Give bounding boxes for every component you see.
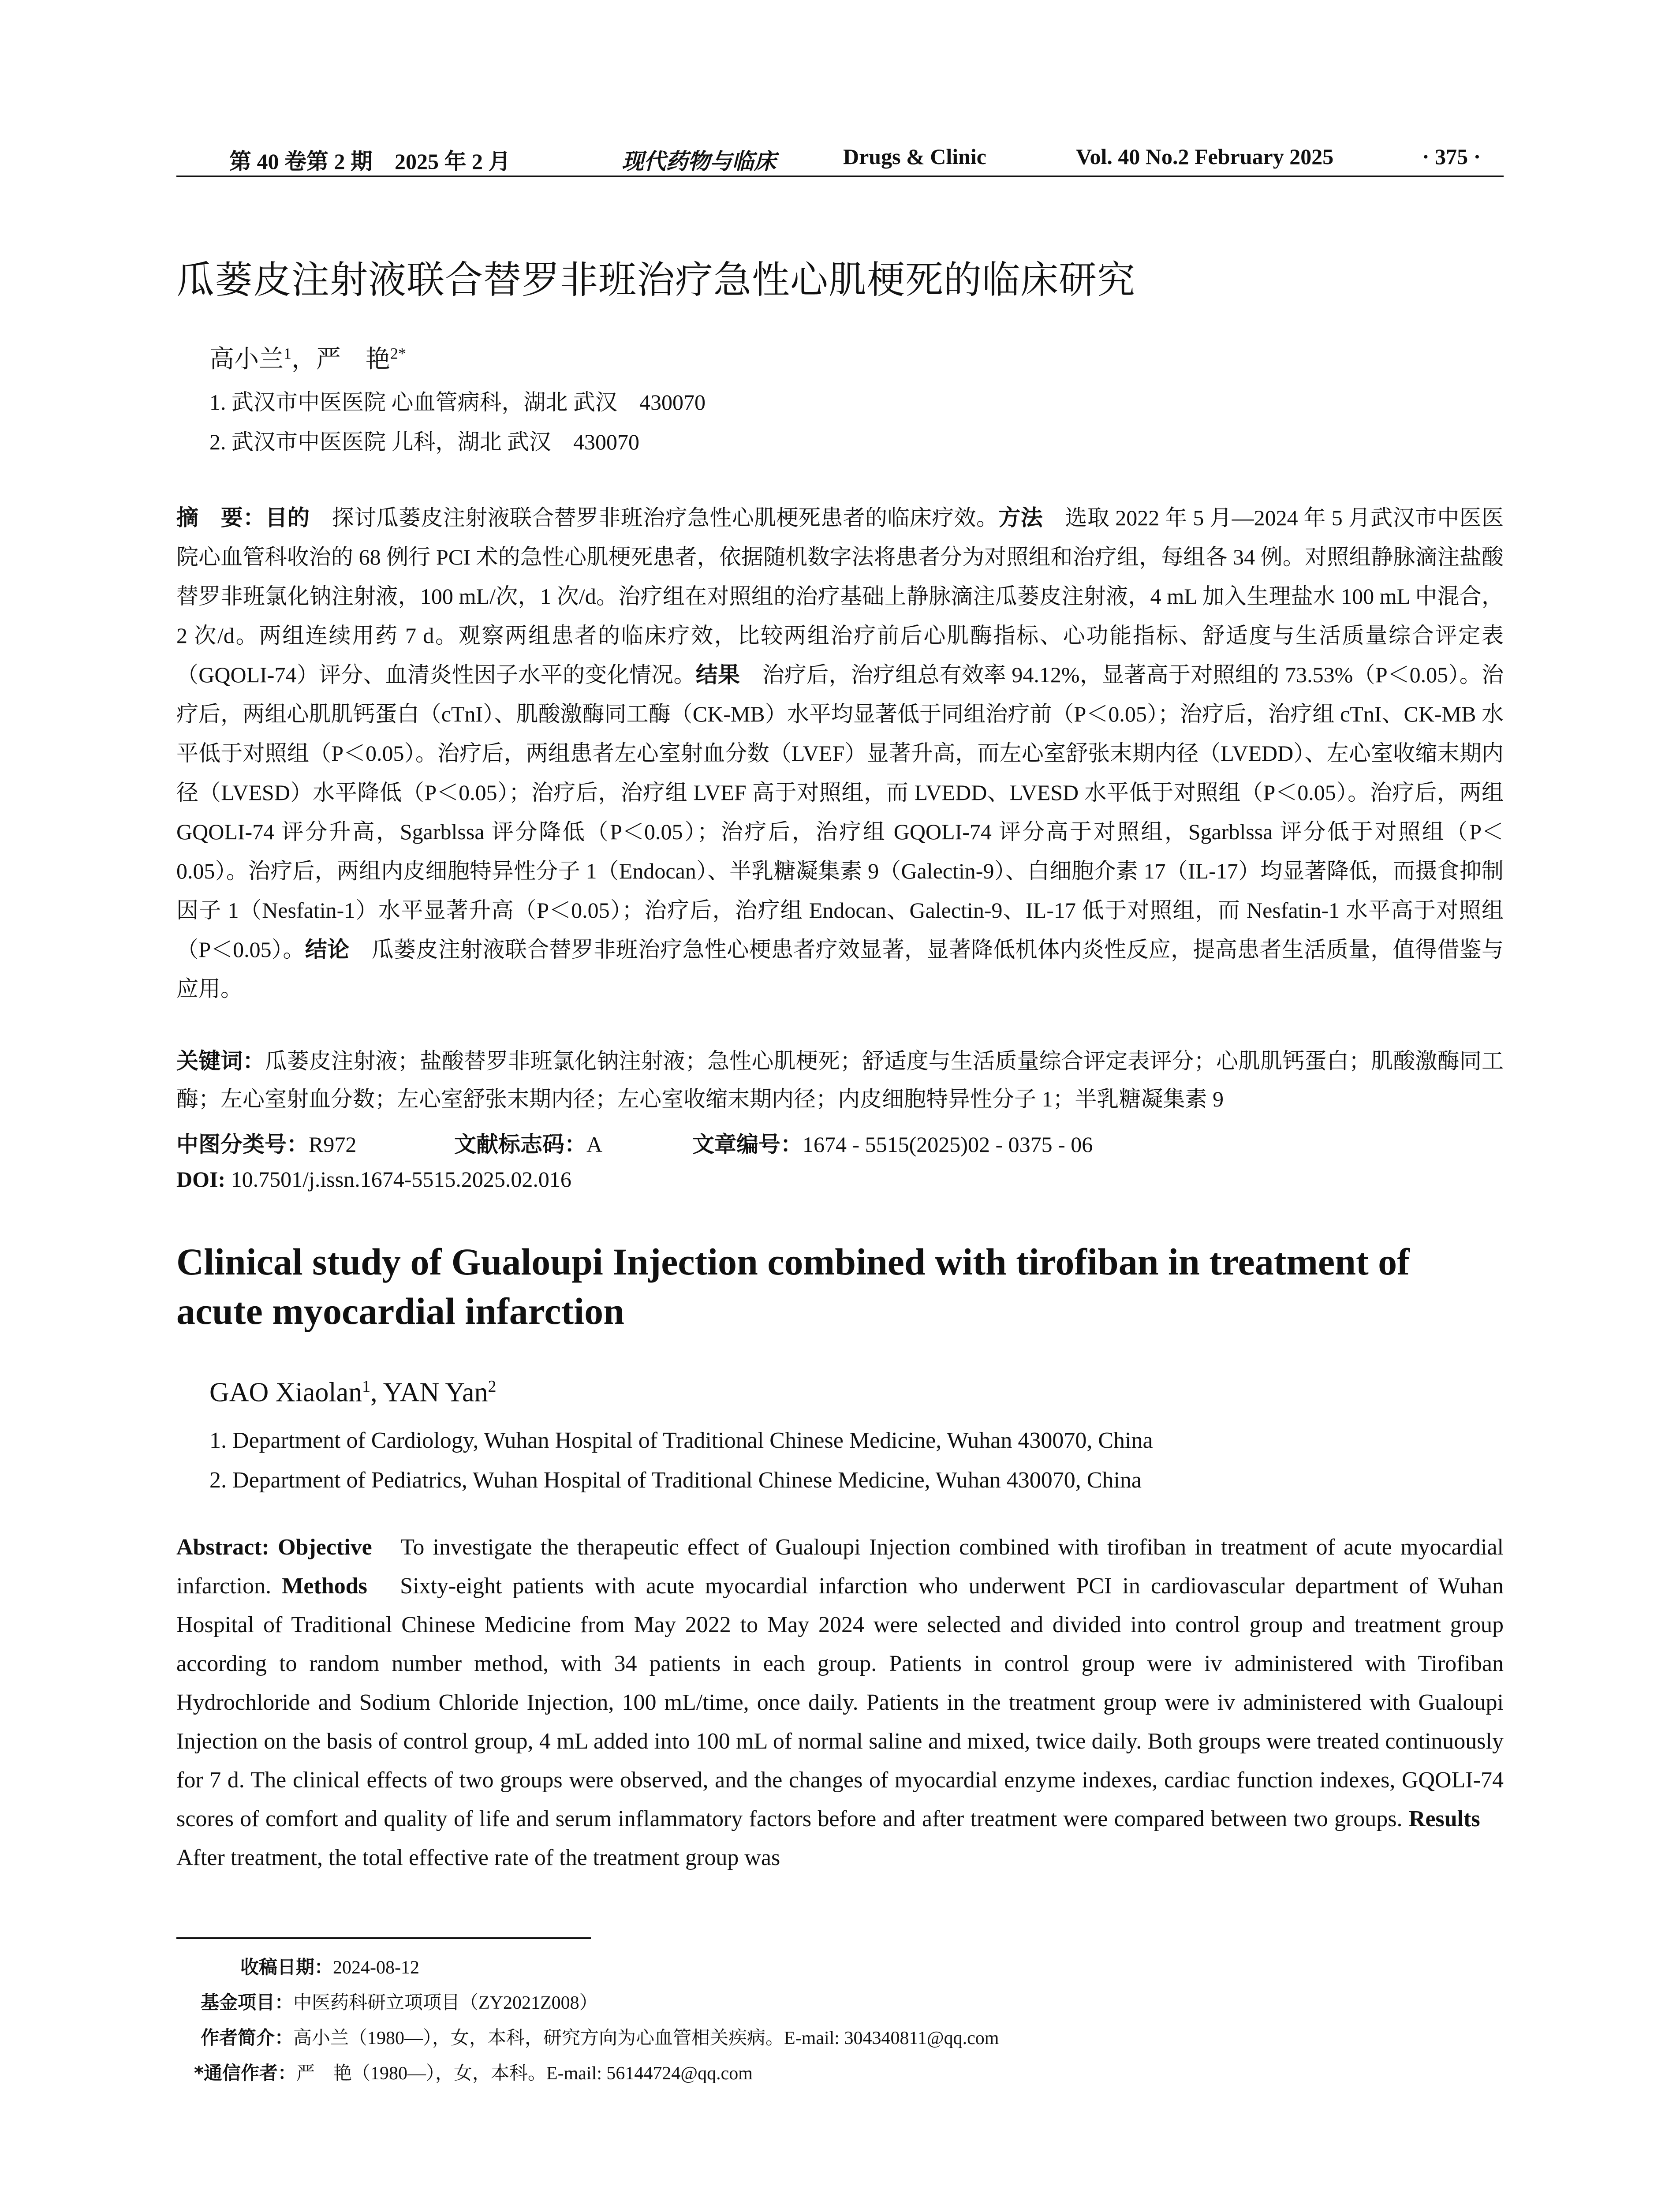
en-objective-label: Objective <box>278 1535 372 1560</box>
running-header <box>176 140 1504 180</box>
footnote-rule <box>176 1937 591 1939</box>
cn-objective-text: 探讨瓜蒌皮注射液联合替罗非班治疗急性心肌梗死患者的临床疗效。 <box>310 505 999 530</box>
en-results-text: After treatment, the total effective rate of the treatment group was <box>176 1806 1504 1870</box>
cn-title: 瓜蒌皮注射液联合替罗非班治疗急性心肌梗死的临床研究 <box>176 258 1135 302</box>
footnote-author-bio-label: 作者简介： <box>201 2027 294 2048</box>
cn-abstract <box>176 498 1504 1009</box>
en-author-separator: , <box>370 1377 383 1408</box>
cn-methods-label: 方法 <box>998 505 1043 531</box>
cn-author-1-affiliation-mark: 1 <box>284 344 291 363</box>
header-journal-en: Drugs & Clinic <box>843 144 986 169</box>
cn-authors <box>209 340 406 375</box>
doc-code-label: 文献标志码： <box>454 1132 586 1157</box>
doc-code-line <box>454 1127 602 1159</box>
en-authors <box>209 1377 497 1409</box>
en-results-label: Results <box>1408 1806 1480 1831</box>
cn-keywords-text: 瓜蒌皮注射液；盐酸替罗非班氯化钠注射液；急性心肌梗死；舒适度与生活质量综合评定表评分；心肌肌钙蛋白；肌酸激酶同工酶；左心室射血分数；左心室舒张末期内径；左心室收缩末期内径；内皮细胞特异性分子 1；半乳糖凝集素 9 <box>176 1049 1504 1111</box>
cn-objective-label: 目的 <box>265 505 310 531</box>
cn-author-1: 高小兰 <box>209 346 284 373</box>
footnote-corresponding-text: 严 艳（1980—），女，本科。E-mail: 56144724@qq.com <box>296 2063 753 2084</box>
footnote-received-label: 收稿日期： <box>240 1956 333 1978</box>
header-rule <box>176 176 1504 177</box>
doi-label: DOI: <box>176 1167 226 1192</box>
clc-value: R972 <box>309 1132 357 1157</box>
cn-author-2: 严 艳 <box>316 346 390 373</box>
footnote-author-bio <box>201 2023 999 2050</box>
cn-methods-text: 选取 2022 年 5 月—2024 年 5 月武汉市中医医院心血管科收治的 68 例行 PCI 术的急性心肌梗死患者，依据随机数字法将患者分为对照组和治疗组，每组各 34 例。对照组静脉滴注盐酸替罗非班氯化钠注射液，100 mL/次，1 次/d。治疗组在对照组的治疗基础上静脉滴注瓜蒌皮注射液，4 mL 加入生理盐水 100 mL 中混合，2 次/d。两组连续用药 7 d。观察两组患者的临床疗效，比较两组治疗前后心肌酶指标、心功能指标、舒适度与生活质量综合评定表（GQOLI-74）评分、血清炎性因子水平的变化情况。 <box>176 505 1504 687</box>
cn-affiliation-1: 1. 武汉市中医医院 心血管病科，湖北 武汉 430070 <box>209 390 706 415</box>
en-title: Clinical study of Gualoupi Injection combined with tirofiban in treatment of acute myocardial infarction <box>176 1241 1410 1332</box>
en-methods-label: Methods <box>282 1573 367 1599</box>
header-journal-cn: 现代药物与临床 <box>622 149 776 174</box>
cn-results-text: 治疗后，治疗组总有效率 94.12%，显著高于对照组的 73.53%（P＜0.05）。治疗后，两组心肌肌钙蛋白（cTnI）、肌酸激酶同工酶（CK-MB）水平均显著低于同组治疗前（P＜0.05）；治疗后，治疗组 cTnI、CK-MB 水平低于对照组（P＜0.05）。治疗后，两组患者左心室射血分数（LVEF）显著升高，而左心室舒张末期内径（LVEDD）、左心室收缩末期内径（LVESD）水平降低（P＜0.05）；治疗后，治疗组 LVEF 高于对照组，而 LVEDD、LVESD 水平低于对照组（P＜0.05）。治疗后，两组 GQOLI-74 评分升高，Sgarblssa 评分降低（P＜0.05）；治疗后，治疗组 GQOLI-74 评分高于对照组，Sgarblssa 评分低于对照组（P＜0.05）。治疗后，两组内皮细胞特异性分子 1（Endocan）、半乳糖凝集素 9（Galectin-9）、白细胞介素 17（IL-17）均显著降低，而摄食抑制因子 1（Nesfatin-1）水平显著升高（P＜0.05）；治疗后，治疗组 Endocan、Galectin-9、IL-17 低于对照组，而 Nesfatin-1 水平高于对照组（P＜0.05）。 <box>176 662 1504 962</box>
footnote-corresponding-label: *通信作者： <box>194 2062 296 2084</box>
en-objective-text: To investigate the therapeutic effect of Gualoupi Injection combined with tirofiban in treatment of acute myocardial infarction. <box>176 1535 1504 1599</box>
footnote-author-bio-text: 高小兰（1980—），女，本科，研究方向为心血管相关疾病。E-mail: 304340811@qq.com <box>293 2028 999 2048</box>
clc-label: 中图分类号： <box>176 1132 309 1157</box>
footnote-fund-text: 中医药科研立项项目（ZY2021Z008） <box>293 1993 598 2013</box>
en-abstract <box>176 1528 1504 1877</box>
doc-code-value: A <box>586 1132 603 1157</box>
en-author-2-affiliation-mark: 2 <box>488 1377 497 1396</box>
footnote-corresponding-author <box>194 2059 753 2085</box>
footnote-fund <box>201 1988 598 2014</box>
cn-author-2-affiliation-mark: 2* <box>390 344 406 363</box>
cn-conclusion-label: 结论 <box>305 937 350 962</box>
cn-author-separator: ， <box>291 346 316 373</box>
article-number-label: 文章编号： <box>692 1132 803 1157</box>
cn-affiliation-2: 2. 武汉市中医医院 儿科，湖北 武汉 430070 <box>209 430 639 454</box>
header-issue-cn: 第 40 卷第 2 期 2025 年 2 月 <box>229 149 511 174</box>
en-methods-text: Sixty-eight patients with acute myocardial infarction who underwent PCI in cardiovascular department of Wuhan Hospital of Traditional Chinese Medicine from May 2022 to May 2024 were selected and divided into control group and treatment group according to random number method, with 34 patients in each group. Patients in control group were iv administered with Tirofiban Hydrochloride and Sodium Chloride Injection, 100 mL/time, once daily. Patients in the treatment group were iv administered with Gualoupi Injection on the basis of control group, 4 mL added into 100 mL of normal saline and mixed, twice daily. Both groups were treated continuously for 7 d. The clinical effects of two groups were observed, and the changes of myocardial enzyme indexes, cardiac function indexes, GQOLI-74 scores of comfort and quality of life and serum inflammatory factors before and after treatment were compared between two groups. <box>176 1573 1504 1831</box>
cn-abstract-label: 摘 要： <box>176 505 265 531</box>
en-affiliation-1: 1. Department of Cardiology, Wuhan Hospital of Traditional Chinese Medicine, Wuhan 430070, China <box>209 1428 1153 1453</box>
article-number-value: 1674 - 5515(2025)02 - 0375 - 06 <box>803 1132 1093 1157</box>
en-author-1: GAO Xiaolan <box>209 1377 362 1408</box>
en-affiliation-2: 2. Department of Pediatrics, Wuhan Hospital of Traditional Chinese Medicine, Wuhan 430070, China <box>209 1468 1142 1493</box>
cn-keywords-label: 关键词： <box>176 1048 265 1074</box>
doi-value: 10.7501/j.issn.1674-5515.2025.02.016 <box>225 1167 571 1192</box>
footnote-received-date <box>240 1953 419 1979</box>
header-issue-en: Vol. 40 No.2 February 2025 <box>1076 144 1334 169</box>
cn-classification-line <box>176 1127 356 1159</box>
en-author-2: YAN Yan <box>383 1377 488 1408</box>
footnote-received-text: 2024-08-12 <box>333 1958 419 1978</box>
article-number-line <box>692 1127 1093 1159</box>
en-abstract-label: Abstract: <box>176 1535 278 1560</box>
cn-conclusion-text: 瓜蒌皮注射液联合替罗非班治疗急性心梗患者疗效显著，显著降低机体内炎性反应，提高患者生活质量，值得借鉴与应用。 <box>176 937 1504 1001</box>
cn-results-label: 结果 <box>695 662 740 688</box>
footnote-fund-label: 基金项目： <box>201 1992 294 2013</box>
header-page-number: · 375 · <box>1422 144 1481 169</box>
en-author-1-affiliation-mark: 1 <box>362 1377 371 1396</box>
doi-line <box>176 1166 571 1192</box>
cn-keywords <box>176 1042 1504 1118</box>
